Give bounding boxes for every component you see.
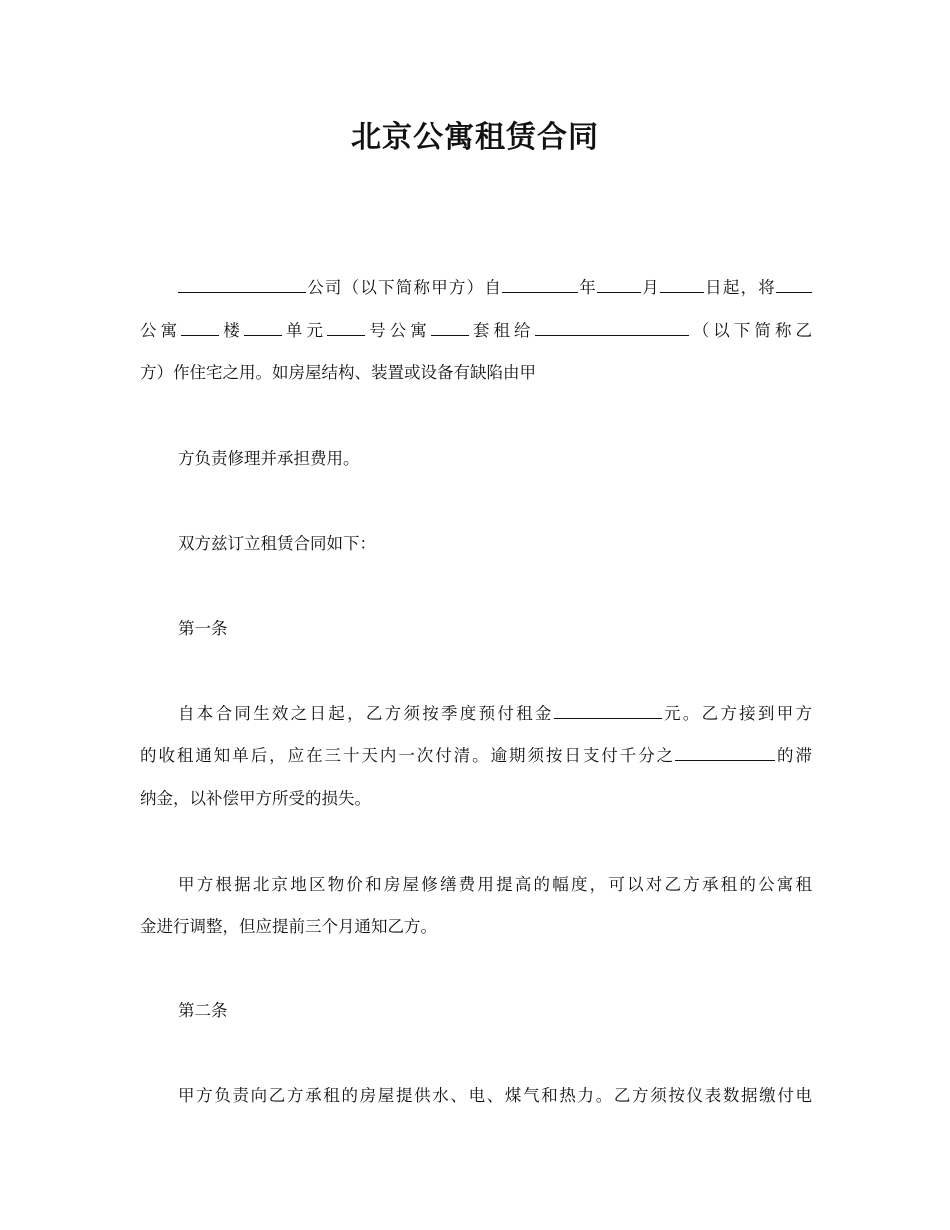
fill-blank[interactable] xyxy=(535,319,689,336)
paragraph-line xyxy=(140,276,812,300)
text-segment: （以下简称乙 xyxy=(688,321,813,340)
text-segment: 楼 xyxy=(219,321,244,340)
paragraph-line: 金进行调整，但应提前三个月通知乙方。 xyxy=(140,917,437,936)
text-segment: 单元 xyxy=(281,321,328,340)
fill-blank[interactable] xyxy=(327,319,365,336)
fill-blank[interactable] xyxy=(178,276,306,293)
fill-blank[interactable] xyxy=(181,319,219,336)
text-segment: 公寓 xyxy=(140,321,182,340)
paragraph-line: 甲方负责向乙方承租的房屋提供水、电、煤气和热力。乙方须按仪表数据缴付电 xyxy=(178,1086,812,1105)
text-segment: 的滞 xyxy=(775,746,813,765)
paragraph-line xyxy=(140,744,812,768)
paragraph-line xyxy=(140,702,812,726)
fill-blank[interactable] xyxy=(675,744,775,761)
document-title: 北京公寓租赁合同 xyxy=(351,120,599,155)
paragraph-line: 双方兹订立租赁合同如下： xyxy=(178,534,376,553)
text-segment: 元。乙方接到甲方 xyxy=(661,704,813,723)
fill-blank[interactable] xyxy=(502,276,578,293)
text-segment: 日起，将 xyxy=(703,278,777,297)
fill-blank[interactable] xyxy=(244,319,282,336)
fill-blank[interactable] xyxy=(660,276,704,293)
fill-blank[interactable] xyxy=(431,319,469,336)
text-segment: 的收租通知单后，应在三十天内一次付清。逾期须按日支付千分之 xyxy=(140,746,676,765)
fill-blank[interactable] xyxy=(554,702,662,719)
text-segment: 年 xyxy=(578,278,598,297)
text-segment: 公司（以下简称甲方）自 xyxy=(306,278,503,297)
article-heading: 第二条 xyxy=(178,1001,228,1020)
paragraph-line: 方）作住宅之用。如房屋结构、装置或设备有缺陷由甲 xyxy=(140,363,536,382)
paragraph-line: 方负责修理并承担费用。 xyxy=(178,449,360,468)
fill-blank[interactable] xyxy=(776,276,812,293)
text-segment: 自本合同生效之日起，乙方须按季度预付租金 xyxy=(178,704,554,723)
paragraph-line: 甲方根据北京地区物价和房屋修缮费用提高的幅度，可以对乙方承租的公寓租 xyxy=(178,875,812,894)
text-segment: 套租给 xyxy=(468,321,535,340)
article-heading: 第一条 xyxy=(178,619,228,638)
paragraph-line: 纳金，以补偿甲方所受的损失。 xyxy=(140,789,371,808)
fill-blank[interactable] xyxy=(597,276,641,293)
text-segment: 号公寓 xyxy=(365,321,431,340)
paragraph-line xyxy=(140,319,812,343)
text-segment: 月 xyxy=(641,278,660,297)
